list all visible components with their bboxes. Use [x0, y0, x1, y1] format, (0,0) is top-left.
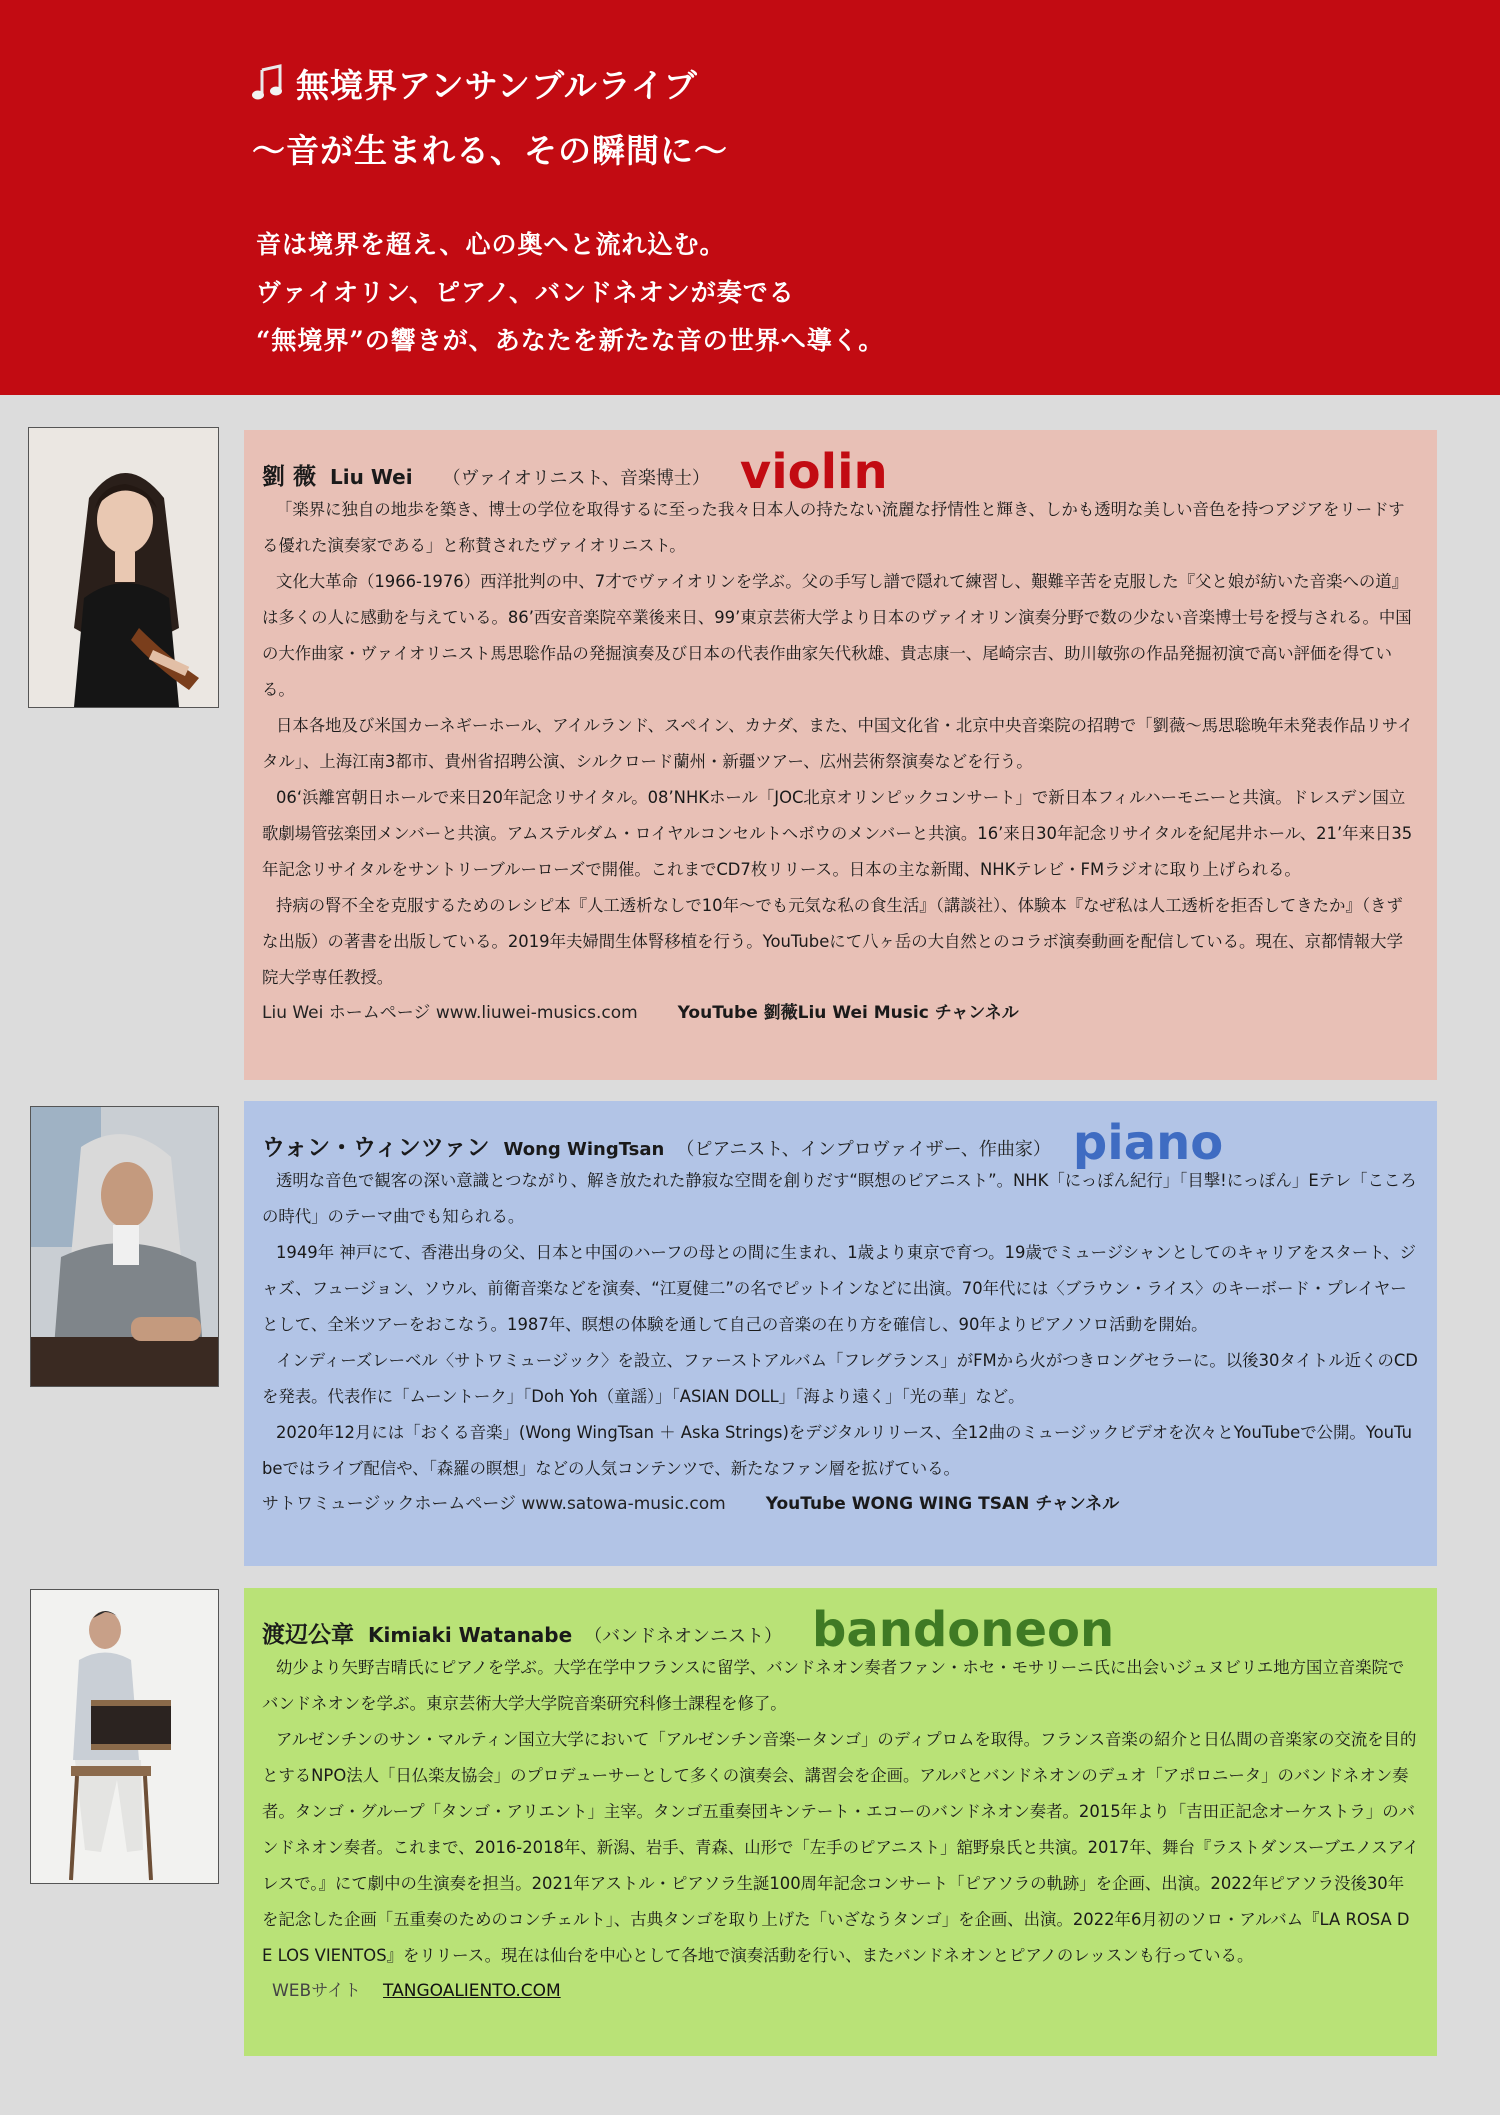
instrument-label-bandoneon: bandoneon	[812, 1602, 1115, 1658]
satowa-homepage-link[interactable]: サトワミュージックホームページ www.satowa-music.com	[262, 1494, 726, 1514]
wong-wingtsan-name-en: Wong WingTsan	[503, 1139, 665, 1160]
liu-wei-name-ja: 劉 薇	[262, 464, 317, 490]
liu-wei-name-en: Liu Wei	[330, 465, 413, 489]
music-note-icon	[252, 64, 290, 104]
liu-wei-youtube-link[interactable]: YouTube 劉薇Liu Wei Music チャンネル	[677, 1003, 1019, 1023]
liu-wei-name-line	[262, 444, 1419, 500]
tagline-2: ヴァイオリン、ピアノ、バンドネオンが奏でる	[256, 278, 795, 307]
kimiaki-watanabe-bio-2: アルゼンチンのサン・マルティン国立大学において「アルゼンチン音楽ータンゴ」のディプロムを取得。フランス音楽の紹介と日仏間の音楽家の交流を目的とするNPO法人「日仏楽友協会」のプロデューサーとして多くの演奏会、講習会を企画。アルパとバンドネオンのデュオ「アポロニータ」のバンドネオン奏者。タンゴ・グループ「タンゴ・アリエント」主宰。タンゴ五重奏団キンテート・エコーのバンドネオン奏者。2015年より「吉田正記念オーケストラ」のバンドネオン奏者。これまで、2016-2018年、新潟、岩手、青森、山形で「左手のピアニスト」舘野泉氏と共演。2017年、舞台『ラストダンスーブエノスアイレスで。』にて劇中の生演奏を担当。2021年アストル・ピアソラ生誕100周年記念コンサート「ピアソラの軌跡」を企画、出演。2022年ピアソラ没後30年を記念した企画「五重奏のためのコンチェルト」、古典タンゴを取り上げた「いざなうタンゴ」を企画、出演。2022年6月初のソロ・アルバム『LA ROSA DE LOS VIENTOS』をリリース。現在は仙台を中心として各地で演奏活動を行い、またバンドネオンとピアノのレッスンも行っている。	[262, 1730, 1419, 1965]
wong-wingtsan-bio-1: 透明な音色で観客の深い意識とつながり、解き放たれた静寂な空間を創りだす“瞑想のピアニスト”。NHK「にっぽん紀行」「目撃!にっぽん」Eテレ「こころの時代」のテーマ曲でも知られる。	[262, 1171, 1417, 1226]
wong-wingtsan-name-line	[262, 1115, 1419, 1171]
liu-wei-bio-5: 持病の腎不全を克服するためのレシピ本『人工透析なしで10年〜でも元気な私の食生活』（講談社）、体験本『なぜ私は人工透析を拒否してきたか』（きずな出版）の著書を出版している。2019年夫婦間生体腎移植を行う。YouTubeにて八ヶ岳の大自然とのコラボ演奏動画を配信している。現在、京都情報大学院大学専任教授。	[262, 896, 1403, 987]
liu-wei-role: （ヴァイオリニスト、音楽博士）	[442, 468, 710, 489]
instrument-label-piano: piano	[1072, 1115, 1224, 1171]
instrument-label-violin: violin	[739, 444, 888, 500]
kimiaki-watanabe-bio-1: 幼少より矢野吉晴氏にピアノを学ぶ。大学在学中フランスに留学、バンドネオン奏者ファン・ホセ・モサリーニ氏に出会いジュヌビリエ地方国立音楽院でバンドネオンを学ぶ。東京芸術大学大学院音楽研究科修士課程を修了。	[262, 1658, 1405, 1713]
kimiaki-watanabe-profile	[244, 1588, 1437, 2056]
liu-wei-bio-1: 「楽界に独自の地歩を築き、博士の学位を取得するに至った我々日本人の持たない流麗な抒情性と輝き、しかも透明な美しい音色を持つアジアをリードする優れた演奏家である」と称賛されたヴァイオリニスト。	[262, 500, 1405, 555]
wong-wingtsan-role: （ピアニスト、インプロヴァイザー、作曲家）	[676, 1139, 1051, 1160]
liu-wei-homepage-link[interactable]: Liu Wei ホームページ www.liuwei-musics.com	[262, 1003, 638, 1023]
liu-wei-bio-4: 06‘浜離宮朝日ホールで来日20年記念リサイタル。08’NHKホール「JOC北京オリンピックコンサート」で新日本フィルハーモニーと共演。ドレスデン国立歌劇場管弦楽団メンバーと共演。アムステルダム・ロイヤルコンセルトヘボウのメンバーと共演。16’来日30年記念リサイタルを紀尾井ホール、21’年来日35年記念リサイタルをサントリーブルーローズで開催。これまでCD7枚リリース。日本の主な新聞、NHKテレビ・FMラジオに取り上げられる。	[262, 788, 1413, 879]
kimiaki-watanabe-role: （バンドネオンニスト）	[584, 1626, 783, 1647]
web-site-label: WEBサイト	[272, 1981, 362, 2001]
wong-wingtsan-bio-3: インディーズレーベル〈サトワミュージック〉を設立、ファーストアルバム「フレグランス」がFMから火がつきロングセラーに。以後30タイトル近くのCDを発表。代表作に「ムーントーク」「Doh Yoh（童謡）」「ASIAN DOLL」「海より遠く」「光の華」など。	[262, 1351, 1418, 1406]
wong-wingtsan-bio-2: 1949年 神戸にて、香港出身の父、日本と中国のハーフの母との間に生まれ、1歳より東京で育つ。19歳でミュージシャンとしてのキャリアをスタート、ジャズ、フュージョン、ソウル、前衛音楽などを演奏、“江夏健二”の名でピットインなどに出演。70年代には〈ブラウン・ライス〉のキーボード・プレイヤーとして、全米ツアーをおこなう。1987年、瞑想の体験を通して自己の音楽の在り方を確信し、90年よりピアノソロ活動を開始。	[262, 1243, 1416, 1334]
tagline-1: 音は境界を超え、心の奥へと流れ込む。	[256, 230, 726, 259]
tagline-3: “無境界”の響きが、あなたを新たな音の世界へ導く。	[256, 326, 885, 355]
liu-wei-links	[262, 996, 1419, 1030]
event-title-text: 無境界アンサンブルライブ	[296, 66, 698, 105]
kimiaki-watanabe-name-line	[262, 1602, 1419, 1658]
kimiaki-watanabe-name-ja: 渡辺公章	[262, 1622, 354, 1648]
header-banner	[0, 0, 1500, 395]
kimiaki-watanabe-links	[262, 1974, 1419, 2008]
event-title	[252, 60, 698, 107]
wong-wingtsan-links	[262, 1487, 1419, 1521]
kimiaki-watanabe-name-en: Kimiaki Watanabe	[368, 1623, 573, 1647]
tangoaliento-link[interactable]: TANGOALIENTO.COM	[383, 1981, 561, 2001]
liu-wei-photo	[28, 427, 219, 708]
wong-wingtsan-name-ja: ウォン・ウィンツァン	[262, 1135, 490, 1161]
liu-wei-profile	[244, 430, 1437, 1080]
liu-wei-bio-3: 日本各地及び米国カーネギーホール、アイルランド、スペイン、カナダ、また、中国文化省・北京中央音楽院の招聘で「劉薇〜馬思聡晩年未発表作品リサイタル」、上海江南3都市、貴州省招聘公演、シルクロード蘭州・新疆ツアー、広州芸術祭演奏などを行う。	[262, 716, 1414, 771]
liu-wei-bio-2: 文化大革命（1966-1976）西洋批判の中、7才でヴァイオリンを学ぶ。父の手写し譜で隠れて練習し、艱難辛苦を克服した『父と娘が紡いた音楽への道』は多くの人に感動を与えている。86’西安音楽院卒業後来日、99’東京芸術大学より日本のヴァイオリン演奏分野で数の少ない音楽博士号を授与される。中国の大作曲家・ヴァイオリニスト馬思聡作品の発掘演奏及び日本の代表作曲家矢代秋雄、貴志康一、尾崎宗吉、助川敏弥の作品発掘初演で高い評価を得ている。	[262, 572, 1412, 699]
kimiaki-watanabe-photo	[30, 1589, 219, 1884]
wong-wingtsan-youtube-link[interactable]: YouTube WONG WING TSAN チャンネル	[765, 1494, 1120, 1514]
wong-wingtsan-bio-4: 2020年12月には「おくる音楽」(Wong WingTsan ＋ Aska Strings)をデジタルリリース、全12曲のミュージックビデオを次々とYouTubeで公開。YouTubeではライブ配信や、「森羅の瞑想」などの人気コンテンツで、新たなファン層を拡げている。	[262, 1423, 1412, 1478]
event-subtitle: 〜音が生まれる、その瞬間に〜	[252, 131, 728, 170]
wong-wingtsan-profile	[244, 1101, 1437, 1566]
wong-wingtsan-photo	[30, 1106, 219, 1387]
